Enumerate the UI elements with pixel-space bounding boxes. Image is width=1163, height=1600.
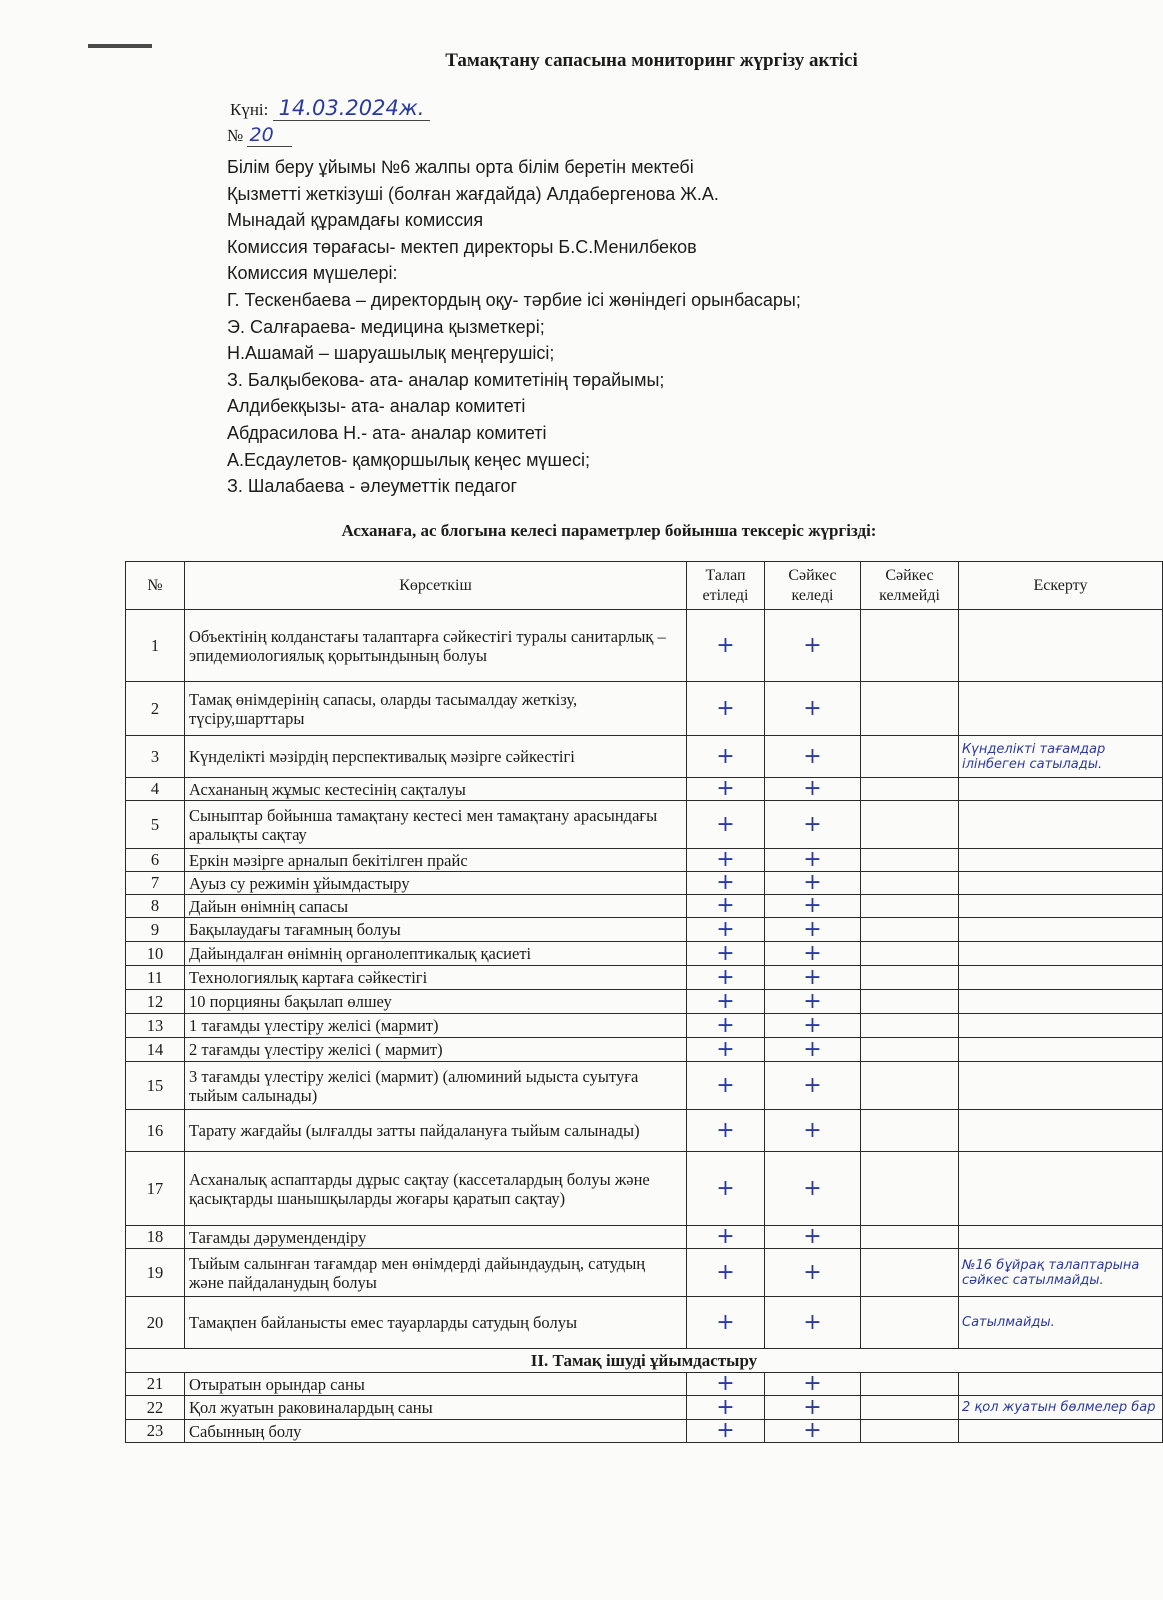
table-header-row — [126, 562, 1163, 610]
info-line: Г. Тескенбаева – директордың оқу- тәрбие ісі жөніндегі орынбасары; — [227, 289, 801, 310]
row-note: №16 бұйрақ талаптарына сәйкес сатылмайды. — [959, 1249, 1163, 1297]
row-number: 11 — [126, 966, 185, 990]
row-required-mark: + — [687, 1110, 765, 1152]
info-line: З. Балқыбекова- ата- аналар комитетінің төрайымы; — [227, 369, 665, 390]
row-noncompliant-mark — [861, 778, 959, 801]
row-noncompliant-mark — [861, 1249, 959, 1297]
row-noncompliant-mark — [861, 918, 959, 942]
row-number: 18 — [126, 1226, 185, 1249]
row-indicator: Дайындалған өнімнің органолептикалық қасиеті — [185, 942, 687, 966]
row-compliant-mark: + — [765, 1038, 861, 1062]
info-line: Қызметті жеткізуші (болған жағдайда) Алдабергенова Ж.А. — [227, 183, 719, 204]
row-required-mark: + — [687, 1373, 765, 1396]
info-line: Білім беру ұйымы №6 жалпы орта білім беретін мектебі — [227, 157, 694, 177]
row-note — [959, 1152, 1163, 1226]
row-indicator: Тамақ өнімдерінің сапасы, оларды тасымалдау жеткізу, түсіру,шарттары — [185, 682, 687, 736]
row-note — [959, 778, 1163, 801]
row-indicator: Тыйым салынған тағамдар мен өнімдерді дайындаудың, сатудың және пайдаланудың болуы — [185, 1249, 687, 1297]
row-note — [959, 1062, 1163, 1110]
row-noncompliant-mark — [861, 1062, 959, 1110]
info-line: Алдибекқызы- ата- аналар комитеті — [227, 396, 526, 417]
row-note — [959, 1373, 1163, 1396]
row-required-mark: + — [687, 942, 765, 966]
table-row — [126, 1396, 1163, 1420]
row-noncompliant-mark — [861, 1110, 959, 1152]
row-compliant-mark: + — [765, 1110, 861, 1152]
row-indicator: Асханалық аспаптарды дұрыс сақтау (кассеталардың болуы және қасықтарды шанышқыларды жоғары қаратып сақтау) — [185, 1152, 687, 1226]
row-required-mark: + — [687, 778, 765, 801]
row-compliant-mark: + — [765, 1249, 861, 1297]
table-row — [126, 895, 1163, 918]
row-required-mark: + — [687, 1038, 765, 1062]
row-note: Сатылмайды. — [959, 1297, 1163, 1349]
row-required-mark: + — [687, 872, 765, 895]
table-row — [126, 1110, 1163, 1152]
row-number: 19 — [126, 1249, 185, 1297]
table-row — [126, 610, 1163, 682]
row-number: 7 — [126, 872, 185, 895]
info-line: Н.Ашамай – шаруашылық меңгерушісі; — [227, 343, 555, 364]
row-compliant-mark: + — [765, 736, 861, 778]
row-number: 13 — [126, 1014, 185, 1038]
row-required-mark: + — [687, 1420, 765, 1443]
row-compliant-mark: + — [765, 1226, 861, 1249]
row-required-mark: + — [687, 1396, 765, 1420]
row-noncompliant-mark — [861, 1297, 959, 1349]
document-title: Тамақтану сапасына мониторинг жүргізу актісі — [445, 50, 858, 71]
row-noncompliant-mark — [861, 1373, 959, 1396]
info-line: Мынадай құрамдағы комиссия — [227, 210, 484, 231]
row-noncompliant-mark — [861, 1014, 959, 1038]
table-row — [126, 1226, 1163, 1249]
header-number: № — [126, 562, 185, 610]
row-compliant-mark: + — [765, 1420, 861, 1443]
row-number: 6 — [126, 849, 185, 872]
row-indicator: Күнделікті мәзірдің перспективалық мәзірге сәйкестігі — [185, 736, 687, 778]
row-noncompliant-mark — [861, 1226, 959, 1249]
row-noncompliant-mark — [861, 1038, 959, 1062]
table-row — [126, 1297, 1163, 1349]
row-noncompliant-mark — [861, 895, 959, 918]
row-number: 8 — [126, 895, 185, 918]
info-line: А.Есдаулетов- қамқоршылық кеңес мүшесі; — [227, 449, 590, 470]
row-indicator: 1 тағамды үлестіру желісі (мармит) — [185, 1014, 687, 1038]
row-number: 1 — [126, 610, 185, 682]
info-line: З. Шалабаева - әлеуметтік педагог — [227, 476, 518, 497]
number-label: № — [227, 126, 244, 145]
info-line: Э. Салғараева- медицина қызметкері; — [227, 316, 545, 337]
table-row — [126, 1152, 1163, 1226]
header-indicator: Көрсеткіш — [185, 562, 687, 610]
row-compliant-mark: + — [765, 1152, 861, 1226]
row-number: 3 — [126, 736, 185, 778]
table-row — [126, 966, 1163, 990]
row-indicator: Объектінің колданстағы талаптарға сәйкестігі туралы санитарлық – эпидемиологиялық қорытындының болуы — [185, 610, 687, 682]
row-required-mark: + — [687, 1014, 765, 1038]
row-required-mark: + — [687, 1297, 765, 1349]
row-compliant-mark: + — [765, 1062, 861, 1110]
row-number: 15 — [126, 1062, 185, 1110]
commission-info — [227, 154, 801, 500]
row-indicator: Дайын өнімнің сапасы — [185, 895, 687, 918]
section-row — [126, 1349, 1163, 1373]
row-number: 14 — [126, 1038, 185, 1062]
row-indicator: Бақылаудағы тағамның болуы — [185, 918, 687, 942]
row-note — [959, 610, 1163, 682]
row-compliant-mark: + — [765, 778, 861, 801]
row-indicator: 3 тағамды үлестіру желісі (мармит) (алюминий ыдыста суытуға тыйым салынады) — [185, 1062, 687, 1110]
row-compliant-mark: + — [765, 801, 861, 849]
row-indicator: Тамақпен байланысты емес тауарларды сатудың болуы — [185, 1297, 687, 1349]
row-number: 9 — [126, 918, 185, 942]
row-indicator: Асхананың жұмыс кестесінің сақталуы — [185, 778, 687, 801]
row-note: 2 қол жуатын бөлмелер бар — [959, 1396, 1163, 1420]
row-indicator: Сабынның болу — [185, 1420, 687, 1443]
row-compliant-mark: + — [765, 682, 861, 736]
row-number: 23 — [126, 1420, 185, 1443]
header-note: Ескерту — [959, 562, 1163, 610]
number-line — [227, 124, 292, 146]
table-row — [126, 918, 1163, 942]
row-note — [959, 1038, 1163, 1062]
row-indicator: 2 тағамды үлестіру желісі ( мармит) — [185, 1038, 687, 1062]
info-line: Абдрасилова Н.- ата- аналар комитеті — [227, 422, 547, 443]
row-compliant-mark: + — [765, 942, 861, 966]
inspection-table — [125, 561, 1163, 1443]
row-required-mark: + — [687, 918, 765, 942]
table-row — [126, 778, 1163, 801]
row-number: 16 — [126, 1110, 185, 1152]
row-required-mark: + — [687, 895, 765, 918]
number-value: 20 — [247, 124, 291, 147]
row-compliant-mark: + — [765, 849, 861, 872]
row-noncompliant-mark — [861, 966, 959, 990]
row-note — [959, 942, 1163, 966]
row-compliant-mark: + — [765, 895, 861, 918]
row-number: 5 — [126, 801, 185, 849]
table-row — [126, 682, 1163, 736]
header-compliant: Сәйкес келеді — [765, 562, 861, 610]
row-indicator: Отыратын орындар саны — [185, 1373, 687, 1396]
row-note — [959, 918, 1163, 942]
row-noncompliant-mark — [861, 872, 959, 895]
row-noncompliant-mark — [861, 682, 959, 736]
table-row — [126, 736, 1163, 778]
row-noncompliant-mark — [861, 736, 959, 778]
row-note — [959, 801, 1163, 849]
table-row — [126, 1038, 1163, 1062]
date-value: 14.03.2024ж. — [273, 96, 431, 121]
table-row — [126, 1249, 1163, 1297]
row-indicator: Сыныптар бойынша тамақтану кестесі мен тамақтану арасындағы аралықты сақтау — [185, 801, 687, 849]
row-note — [959, 682, 1163, 736]
table-row — [126, 1420, 1163, 1443]
scan-mark — [88, 44, 152, 48]
table-subtitle: Асханаға, ас блогына келесі параметрлер бойынша тексеріс жүргізді: — [341, 521, 877, 540]
row-number: 22 — [126, 1396, 185, 1420]
row-indicator: Технологиялық картаға сәйкестігі — [185, 966, 687, 990]
row-number: 4 — [126, 778, 185, 801]
row-note: Күнделікті тағамдар ілінбеген сатылады. — [959, 736, 1163, 778]
row-required-mark: + — [687, 1249, 765, 1297]
row-noncompliant-mark — [861, 942, 959, 966]
row-noncompliant-mark — [861, 849, 959, 872]
row-compliant-mark: + — [765, 1297, 861, 1349]
row-indicator: 10 порцияны бақылап өлшеу — [185, 990, 687, 1014]
section-title: II. Тамақ ішуді ұйымдастыру — [126, 1349, 1163, 1373]
info-line: Комиссия мүшелері: — [227, 263, 398, 284]
row-noncompliant-mark — [861, 1152, 959, 1226]
row-note — [959, 966, 1163, 990]
row-note — [959, 1420, 1163, 1443]
table-row — [126, 1373, 1163, 1396]
row-indicator: Еркін мәзірге арналып бекітілген прайс — [185, 849, 687, 872]
table-row — [126, 1014, 1163, 1038]
row-required-mark: + — [687, 1062, 765, 1110]
row-note — [959, 1014, 1163, 1038]
date-label: Күні: — [230, 100, 269, 119]
row-required-mark: + — [687, 849, 765, 872]
row-number: 2 — [126, 682, 185, 736]
row-required-mark: + — [687, 1152, 765, 1226]
row-compliant-mark: + — [765, 990, 861, 1014]
row-indicator: Тағамды дәрумендендіру — [185, 1226, 687, 1249]
row-indicator: Қол жуатын раковиналардың саны — [185, 1396, 687, 1420]
row-required-mark: + — [687, 1226, 765, 1249]
table-row — [126, 872, 1163, 895]
row-number: 10 — [126, 942, 185, 966]
table-row — [126, 801, 1163, 849]
row-compliant-mark: + — [765, 966, 861, 990]
row-compliant-mark: + — [765, 1373, 861, 1396]
table-row — [126, 990, 1163, 1014]
row-compliant-mark: + — [765, 610, 861, 682]
row-compliant-mark: + — [765, 1396, 861, 1420]
table-row — [126, 849, 1163, 872]
row-required-mark: + — [687, 990, 765, 1014]
row-compliant-mark: + — [765, 872, 861, 895]
row-number: 20 — [126, 1297, 185, 1349]
table-row — [126, 942, 1163, 966]
row-note — [959, 1226, 1163, 1249]
row-required-mark: + — [687, 736, 765, 778]
info-line: Комиссия төрағасы- мектеп директоры Б.С.Менилбеков — [227, 236, 697, 257]
row-noncompliant-mark — [861, 801, 959, 849]
row-required-mark: + — [687, 801, 765, 849]
row-required-mark: + — [687, 966, 765, 990]
row-noncompliant-mark — [861, 1396, 959, 1420]
table-row — [126, 1062, 1163, 1110]
row-note — [959, 990, 1163, 1014]
row-indicator: Ауыз су режимін ұйымдастыру — [185, 872, 687, 895]
row-indicator: Тарату жағдайы (ылғалды затты пайдалануға тыйым салынады) — [185, 1110, 687, 1152]
row-noncompliant-mark — [861, 990, 959, 1014]
row-note — [959, 849, 1163, 872]
row-note — [959, 895, 1163, 918]
row-compliant-mark: + — [765, 918, 861, 942]
header-noncompliant: Сәйкес келмейді — [861, 562, 959, 610]
row-number: 12 — [126, 990, 185, 1014]
date-line — [230, 96, 430, 120]
row-number: 21 — [126, 1373, 185, 1396]
row-note — [959, 1110, 1163, 1152]
row-number: 17 — [126, 1152, 185, 1226]
row-required-mark: + — [687, 682, 765, 736]
row-noncompliant-mark — [861, 1420, 959, 1443]
row-required-mark: + — [687, 610, 765, 682]
row-noncompliant-mark — [861, 610, 959, 682]
header-required: Талап етіледі — [687, 562, 765, 610]
row-note — [959, 872, 1163, 895]
row-compliant-mark: + — [765, 1014, 861, 1038]
